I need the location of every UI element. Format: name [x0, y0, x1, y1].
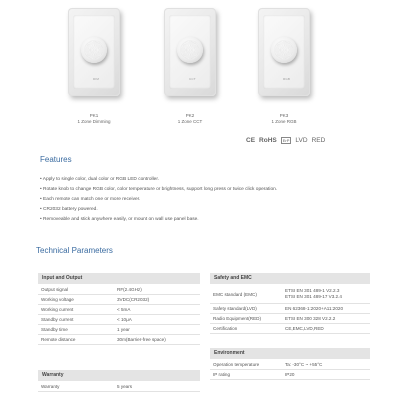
input-output-table: [38, 285, 200, 345]
param-value: ETSI EN 300 328 V2.2.2: [282, 314, 370, 324]
param-name: Radio Equipment(RED): [210, 314, 282, 324]
panel-plate: [263, 15, 305, 89]
rotary-knob: [81, 37, 107, 63]
param-value: RF(2.4GHz): [114, 285, 200, 295]
rotary-knob: [177, 37, 203, 63]
panel-mark-label: CCT: [189, 77, 196, 81]
feature-item: • Apply to single color, dual color or RGB LED controller.: [40, 175, 370, 185]
table-row: [210, 304, 370, 314]
param-value-line: ETSI EN 301 489-1 V2.2.3: [285, 288, 340, 293]
param-name: Working current: [38, 305, 114, 315]
table-row: [38, 335, 200, 345]
safety-emc-table: [210, 285, 370, 334]
param-value: 3VDC(CR2032): [114, 295, 200, 305]
feature-item: • CR2032 battery powered.: [40, 205, 370, 215]
table-row: [210, 360, 370, 370]
param-value: [282, 285, 370, 304]
features-heading: Features: [40, 155, 72, 164]
erp-mark: ErP: [282, 138, 290, 143]
param-value: < 10μA: [114, 315, 200, 325]
table-row: [38, 382, 200, 392]
table-row: [210, 370, 370, 380]
param-value: < 5mA: [114, 305, 200, 315]
product-caption-pk1: [59, 113, 129, 125]
certification-marks: [246, 137, 325, 144]
param-value: 1 year: [114, 325, 200, 335]
product-panel-pk2: [164, 8, 216, 96]
param-name: Safety standard(LVD): [210, 304, 282, 314]
features-list: [40, 175, 370, 225]
param-name: Standby time: [38, 325, 114, 335]
param-name: EMC standard (EMC): [210, 285, 282, 304]
environment-header: Environment: [210, 348, 370, 359]
safety-emc-header: Safety and EMC: [210, 273, 370, 284]
param-name: Standby current: [38, 315, 114, 325]
product-model: PK3: [279, 113, 289, 118]
rotary-knob: [271, 37, 297, 63]
product-desc: 1 Zone CCT: [177, 119, 203, 124]
technical-parameters-heading: Technical Parameters: [36, 246, 113, 255]
product-desc: 1 Zone RGB: [271, 119, 297, 124]
table-row: [38, 295, 200, 305]
table-row: [210, 285, 370, 304]
param-name: Certification: [210, 324, 282, 334]
product-model: PK2: [185, 113, 195, 118]
param-name: Operation temperature: [210, 360, 282, 370]
table-row: [38, 315, 200, 325]
param-name: Working voltage: [38, 295, 114, 305]
table-row: [38, 325, 200, 335]
feature-item: • Rotate knob to change RGB color, color temperature or brightness, support long press or twice click operation.: [40, 185, 370, 195]
param-name: Output signal: [38, 285, 114, 295]
param-name: Remote distance: [38, 335, 114, 345]
panel-mark-label: DIM: [93, 77, 100, 81]
param-value: 30m(Barrier-free space): [114, 335, 200, 345]
warranty-table: [38, 382, 200, 392]
input-output-header: Input and Output: [38, 273, 200, 284]
table-row: [38, 305, 200, 315]
product-panel-pk1: [68, 8, 120, 96]
product-caption-pk2: [155, 113, 225, 125]
product-caption-pk3: [249, 113, 319, 125]
product-model: PK1: [89, 113, 99, 118]
lvd-mark: LVD: [295, 137, 308, 144]
ce-mark: CE: [246, 137, 256, 144]
environment-table: [210, 360, 370, 380]
param-value: CE,EMC,LVD,RED: [282, 324, 370, 334]
param-value: IP20: [282, 370, 370, 380]
param-value: Ta: -30°C ~ +55°C: [282, 360, 370, 370]
feature-item: • Each remote can match one or more receiver.: [40, 195, 370, 205]
warranty-header: Warranty: [38, 370, 200, 381]
rohs-mark: RoHS: [259, 137, 277, 144]
table-row: [210, 324, 370, 334]
param-value: 5 years: [114, 382, 200, 392]
param-name: Warranty: [38, 382, 114, 392]
table-row: [210, 314, 370, 324]
red-mark: RED: [311, 137, 326, 144]
product-desc: 1 Zone Dimming: [77, 119, 111, 124]
panel-plate: [169, 15, 211, 89]
panel-plate: [73, 15, 115, 89]
product-panel-pk3: [258, 8, 310, 96]
param-value: EN 62368-1:2020+A11:2020: [282, 304, 370, 314]
panel-mark-label: RGB: [283, 77, 291, 81]
table-row: [38, 285, 200, 295]
param-name: IP rating: [210, 370, 282, 380]
feature-item: • Removeable and stick anywhere easily, or mount on wall use panel base.: [40, 215, 370, 225]
param-value-line: ETSI EN 301 489-17 V3.2.4: [285, 294, 342, 299]
